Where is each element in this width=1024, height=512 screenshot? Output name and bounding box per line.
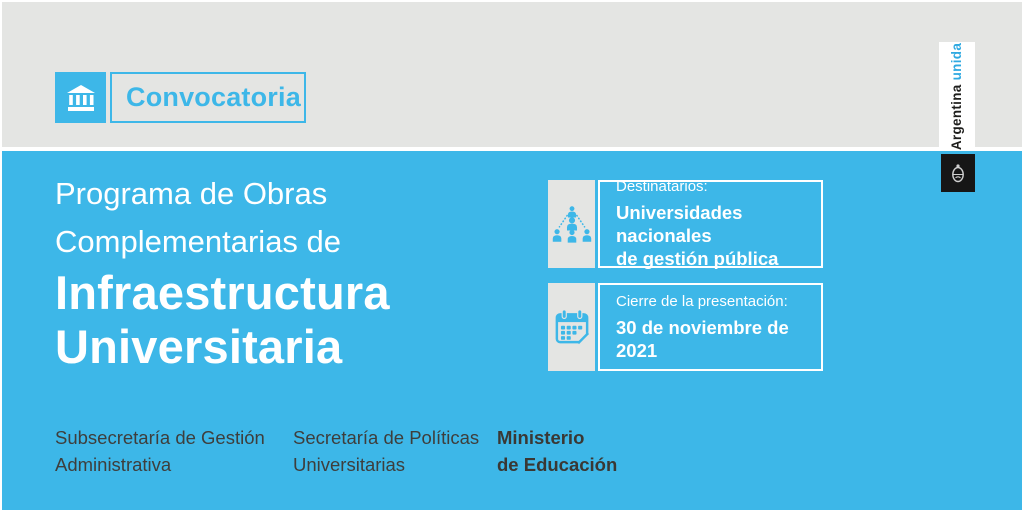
brand-name-dark: Argentina [949,84,965,151]
badge-label: Convocatoria [126,82,301,112]
footer-ministerio [497,424,617,478]
info-card-cierre [548,283,823,371]
title-line-light: Complementarias de [55,224,342,259]
info-card-destinatarios [548,180,823,268]
footer-line: de Educación [497,454,618,475]
page-title [55,170,390,374]
bank-icon [55,72,106,123]
card-label: Cierre de la presentación: [616,292,788,310]
badge-label-box [110,72,306,123]
card-body [598,283,823,371]
card-value-line: Universidades nacionales [616,202,743,246]
footer-subsecretaria [55,424,265,478]
card-label: Destinatarios: [616,178,708,195]
brand-tab [939,42,975,151]
footer-line: Subsecretaría de Gestión [55,427,265,448]
brand-wordmark [950,43,965,150]
coat-of-arms-icon [941,154,975,192]
title-line-light: Programa de Obras [55,176,328,211]
convocatoria-badge [55,72,306,123]
people-group-icon [548,180,595,268]
title-line-bold: Universitaria [55,320,343,373]
card-body [598,180,823,268]
brand-name-accent: unida [949,42,965,81]
card-value-line: 30 de noviembre de 2021 [616,316,789,361]
card-value-line: de gestión pública [616,248,779,269]
footer-line: Secretaría de Políticas [293,427,480,448]
footer-line: Administrativa [55,454,172,475]
title-line-bold: Infraestructura [55,266,390,319]
footer-secretaria [293,424,479,478]
footer-line: Universitarias [293,454,406,475]
footer-line: Ministerio [497,427,585,448]
calendar-icon [548,283,595,371]
